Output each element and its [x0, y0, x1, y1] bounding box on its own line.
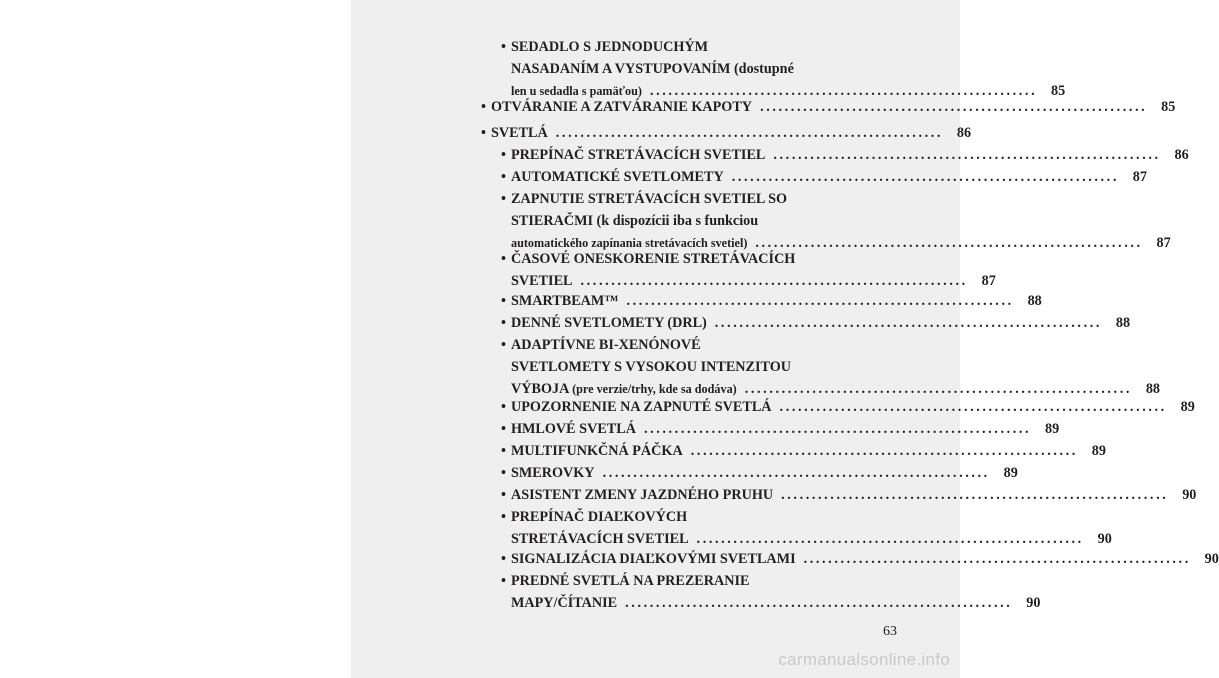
dot-leader: ...............................................................	[781, 487, 1169, 503]
bullet-icon: •	[501, 443, 506, 459]
bullet-icon: •	[501, 487, 506, 503]
toc-entry-page: 89	[1045, 421, 1060, 437]
toc-entry-title	[491, 96, 752, 118]
toc-entry[interactable]	[501, 36, 1066, 102]
toc-entry-last-line	[491, 122, 972, 144]
dot-leader: ...............................................................	[555, 125, 944, 141]
toc-entry-page: 89	[1180, 399, 1195, 415]
watermark: carmanualsonline.info	[778, 650, 950, 669]
toc-entry-line: PREDNÉ SVETLÁ NA PREZERANIE	[511, 573, 750, 589]
toc-entry-title-main: SVETIEL	[511, 273, 573, 289]
toc-entry-title	[511, 312, 707, 334]
toc-entry-line: ČASOVÉ ONESKORENIE STRETÁVACÍCH	[511, 251, 796, 267]
toc-entry-page: 89	[1003, 465, 1018, 481]
toc-entry-title-main: DENNÉ SVETLOMETY (DRL)	[511, 315, 707, 331]
toc-entry-title	[511, 144, 765, 166]
dot-leader: ...............................................................	[643, 421, 1032, 437]
toc-entry[interactable]	[501, 462, 1018, 484]
toc-entry[interactable]	[501, 166, 1147, 188]
toc-entry-page: 90	[1182, 487, 1197, 503]
bullet-icon: •	[501, 421, 506, 437]
toc-entry-title	[511, 396, 772, 418]
toc-entry[interactable]	[501, 188, 1171, 254]
toc-entry-title-note: (pre verzie/trhy, kde sa dodáva)	[572, 382, 737, 396]
toc-entry-title-main: AUTOMATICKÉ SVETLOMETY	[511, 169, 724, 185]
toc-entry-last-line	[511, 462, 1018, 484]
toc-entry-page: 86	[1174, 147, 1189, 163]
toc-entry[interactable]	[501, 506, 1112, 550]
toc-entry-title	[511, 440, 683, 462]
toc-entry-line: SEDADLO S JEDNODUCHÝM	[511, 39, 709, 55]
toc-entry-title-main: SMEROVKY	[511, 465, 595, 481]
bullet-icon: •	[481, 125, 486, 141]
toc-entry-page: 85	[1161, 99, 1176, 115]
bullet-icon: •	[501, 337, 506, 353]
toc-entry-title-main: SVETLÁ	[491, 125, 548, 141]
toc-entry-last-line	[511, 418, 1060, 440]
dot-leader: ...............................................................	[696, 531, 1084, 547]
dot-leader: ...............................................................	[773, 147, 1161, 163]
toc-entry-page: 90	[1204, 551, 1219, 567]
bullet-icon: •	[501, 293, 506, 309]
toc-entry-page: 90	[1097, 531, 1112, 547]
bullet-icon: •	[501, 39, 506, 55]
toc-entry-page: 90	[1026, 595, 1041, 611]
toc-entry[interactable]	[481, 96, 1176, 118]
toc-entry-title-main: UPOZORNENIE NA ZAPNUTÉ SVETLÁ	[511, 399, 772, 415]
toc-entry[interactable]	[501, 570, 1041, 614]
toc-entry[interactable]	[501, 440, 1106, 462]
toc-entry-title-main: SMARTBEAM™	[511, 293, 619, 309]
toc-entry-line: PREPÍNAČ DIAĽKOVÝCH	[511, 509, 688, 525]
bullet-icon: •	[501, 551, 506, 567]
toc-entry-title	[511, 484, 773, 506]
bullet-icon: •	[481, 99, 486, 115]
toc-entry-last-line	[511, 440, 1106, 462]
bullet-icon: •	[501, 573, 506, 589]
table-of-contents	[351, 0, 1219, 678]
toc-entry-title	[511, 548, 796, 570]
toc-entry-page: 88	[1115, 315, 1131, 331]
dot-leader: ...............................................................	[744, 381, 1132, 397]
toc-entry-page: 87	[981, 273, 996, 289]
dot-leader: ...............................................................	[690, 443, 1078, 459]
dot-leader: ...............................................................	[760, 99, 1148, 115]
toc-entry-title-main: SIGNALIZÁCIA DIAĽKOVÝMI SVETLAMI	[511, 551, 796, 567]
toc-entry[interactable]	[501, 418, 1060, 440]
dot-leader: ...............................................................	[626, 293, 1014, 309]
toc-entry-last-line	[511, 290, 1042, 312]
toc-entry-line: ZAPNUTIE STRETÁVACÍCH SVETIEL SO	[511, 191, 788, 207]
toc-entry[interactable]	[501, 548, 1219, 570]
toc-entry-title-main: ASISTENT ZMENY JAZDNÉHO PRUHU	[511, 487, 774, 503]
bullet-icon: •	[501, 251, 506, 267]
toc-entry-title-main: STRETÁVACÍCH SVETIEL	[511, 531, 689, 547]
toc-entry[interactable]	[501, 144, 1189, 166]
toc-entry-line: NASADANÍM A VYSTUPOVANÍM (dostupné	[511, 61, 794, 77]
toc-entry-title-note: automatického zapínania stretávacích svetiel)	[511, 236, 748, 250]
toc-entry-title	[511, 528, 689, 550]
toc-page	[351, 0, 1219, 678]
toc-entry-line: SVETLOMETY S VYSOKOU INTENZITOU	[511, 359, 792, 375]
toc-entry-page: 86	[956, 125, 972, 141]
dot-leader: ...............................................................	[803, 551, 1191, 567]
toc-entry-last-line	[511, 166, 1147, 188]
toc-entry[interactable]	[481, 122, 972, 144]
toc-entry-title-main: VÝBOJA	[511, 381, 569, 397]
toc-entry-line: ADAPTÍVNE BI-XENÓNOVÉ	[511, 337, 701, 353]
toc-entry-last-line	[511, 528, 1112, 550]
toc-entry-title-main: MAPY/ČÍTANIE	[511, 595, 618, 611]
toc-entry-title-note: len u sedadla s pamäťou)	[511, 84, 642, 98]
toc-entry-page: 87	[1156, 235, 1171, 251]
dot-leader: ...............................................................	[779, 399, 1167, 415]
dot-leader: ...............................................................	[731, 169, 1119, 185]
toc-entry-line: STIERAČMI (k dispozícii iba s funkciou	[511, 213, 759, 229]
toc-entry-title	[511, 290, 619, 312]
toc-entry-page: 85	[1051, 83, 1066, 99]
toc-entry-page: 89	[1091, 443, 1106, 459]
dot-leader: ...............................................................	[625, 595, 1013, 611]
toc-entry-title-main: PREPÍNAČ STRETÁVACÍCH SVETIEL	[511, 147, 766, 163]
toc-entry-last-line	[511, 484, 1197, 506]
toc-entry-title	[511, 592, 617, 614]
toc-entry-title-main: MULTIFUNKČNÁ PÁČKA	[511, 443, 683, 459]
toc-entry-title	[491, 122, 548, 144]
dot-leader: ...............................................................	[580, 273, 968, 289]
bullet-icon: •	[501, 191, 506, 207]
bullet-icon: •	[501, 399, 506, 415]
bullet-icon: •	[501, 315, 506, 331]
toc-entry-title	[511, 418, 636, 440]
bullet-icon: •	[501, 169, 506, 185]
toc-entry-page: 88	[1145, 381, 1160, 397]
bullet-icon: •	[501, 465, 506, 481]
toc-entry-title-main: HMLOVÉ SVETLÁ	[511, 421, 636, 437]
toc-entry-page: 88	[1027, 293, 1042, 309]
toc-entry-last-line	[511, 396, 1195, 418]
toc-entry-last-line	[511, 144, 1189, 166]
dot-leader: ...............................................................	[602, 465, 990, 481]
toc-entry[interactable]	[501, 484, 1197, 506]
toc-entry-title	[511, 270, 573, 292]
toc-entry-last-line	[511, 312, 1131, 334]
page-number: 63	[883, 624, 897, 639]
dot-leader: ...............................................................	[714, 315, 1103, 331]
toc-entry-page: 87	[1132, 169, 1147, 185]
toc-entry-last-line	[511, 270, 996, 292]
toc-entry-last-line	[511, 548, 1219, 570]
dot-leader: ...............................................................	[755, 235, 1143, 251]
dot-leader: ...............................................................	[649, 83, 1038, 99]
bullet-icon: •	[501, 509, 506, 525]
toc-entry-title	[511, 462, 595, 484]
toc-entry-title	[511, 166, 724, 188]
toc-entry[interactable]	[501, 290, 1042, 312]
toc-entry[interactable]	[501, 334, 1160, 400]
toc-entry-last-line	[491, 96, 1176, 118]
toc-entry-last-line	[511, 592, 1041, 614]
toc-entry[interactable]	[501, 312, 1131, 334]
blank-left-page	[0, 0, 351, 678]
toc-entry[interactable]	[501, 248, 996, 292]
toc-entry-title-main: OTVÁRANIE A ZATVÁRANIE KAPOTY	[491, 99, 753, 115]
bullet-icon: •	[501, 147, 506, 163]
toc-entry[interactable]	[501, 396, 1195, 418]
